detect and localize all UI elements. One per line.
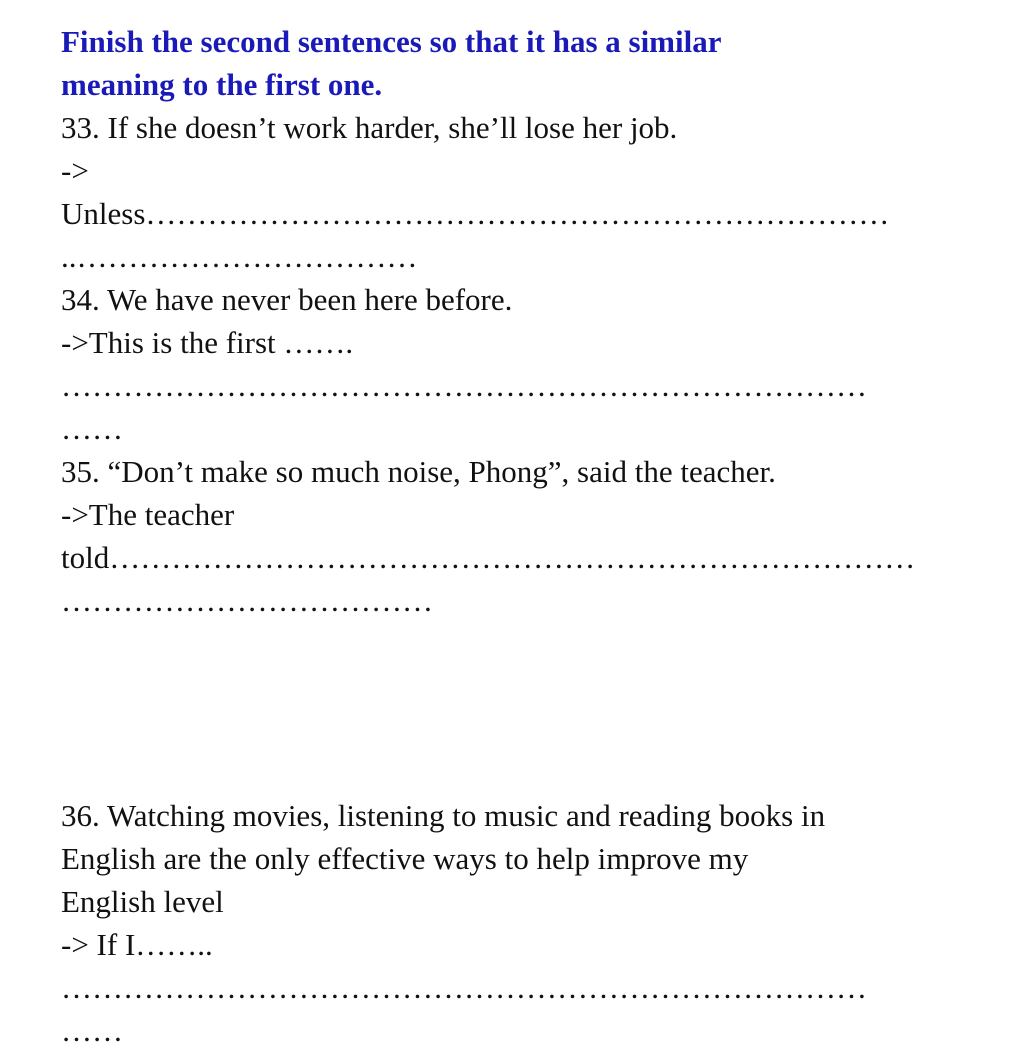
question-35-answer-line-2: told…………………………………………………………………… (61, 540, 916, 575)
question-34-answer-line-1: ->This is the first ……. (61, 325, 354, 360)
question-33-answer-line-2: ..…………………………… (61, 239, 418, 274)
question-34-prompt: 34. We have never been here before. (61, 282, 513, 317)
question-34-answer-line-2: …………………………………………………………………… (61, 368, 867, 403)
question-33 (61, 106, 961, 278)
question-36 (61, 794, 961, 1052)
question-36-prompt-line-1: 36. Watching movies, listening to music and reading books in (61, 798, 826, 833)
question-36-prompt-line-2: English are the only effective ways to help improve my (61, 841, 749, 876)
question-35-answer-line-1: ->The teacher (61, 497, 235, 532)
question-34-answer-line-3: …… (61, 411, 123, 446)
instructions-line-1: Finish the second sentences so that it has a similar (61, 24, 722, 59)
question-36-prompt-line-3: English level (61, 884, 224, 919)
worksheet (61, 0, 961, 1052)
question-36-answer-line-2: …………………………………………………………………… (61, 970, 867, 1005)
question-35 (61, 450, 961, 622)
blank-space (61, 622, 961, 794)
question-33-answer-line-1: Unless……………………………………………………………… (61, 196, 890, 231)
question-35-prompt: 35. “Don’t make so much noise, Phong”, said the teacher. (61, 454, 776, 489)
question-36-answer-line-3: …… (61, 1013, 123, 1048)
instructions-line-2: meaning to the first one. (61, 67, 383, 102)
question-33-arrow: -> (61, 153, 89, 188)
question-36-answer-line-1: -> If I…….. (61, 927, 213, 962)
question-34 (61, 278, 961, 450)
question-35-answer-line-3: ……………………………… (61, 583, 433, 618)
instructions-heading (61, 0, 961, 106)
question-33-prompt: 33. If she doesn’t work harder, she’ll lose her job. (61, 110, 678, 145)
